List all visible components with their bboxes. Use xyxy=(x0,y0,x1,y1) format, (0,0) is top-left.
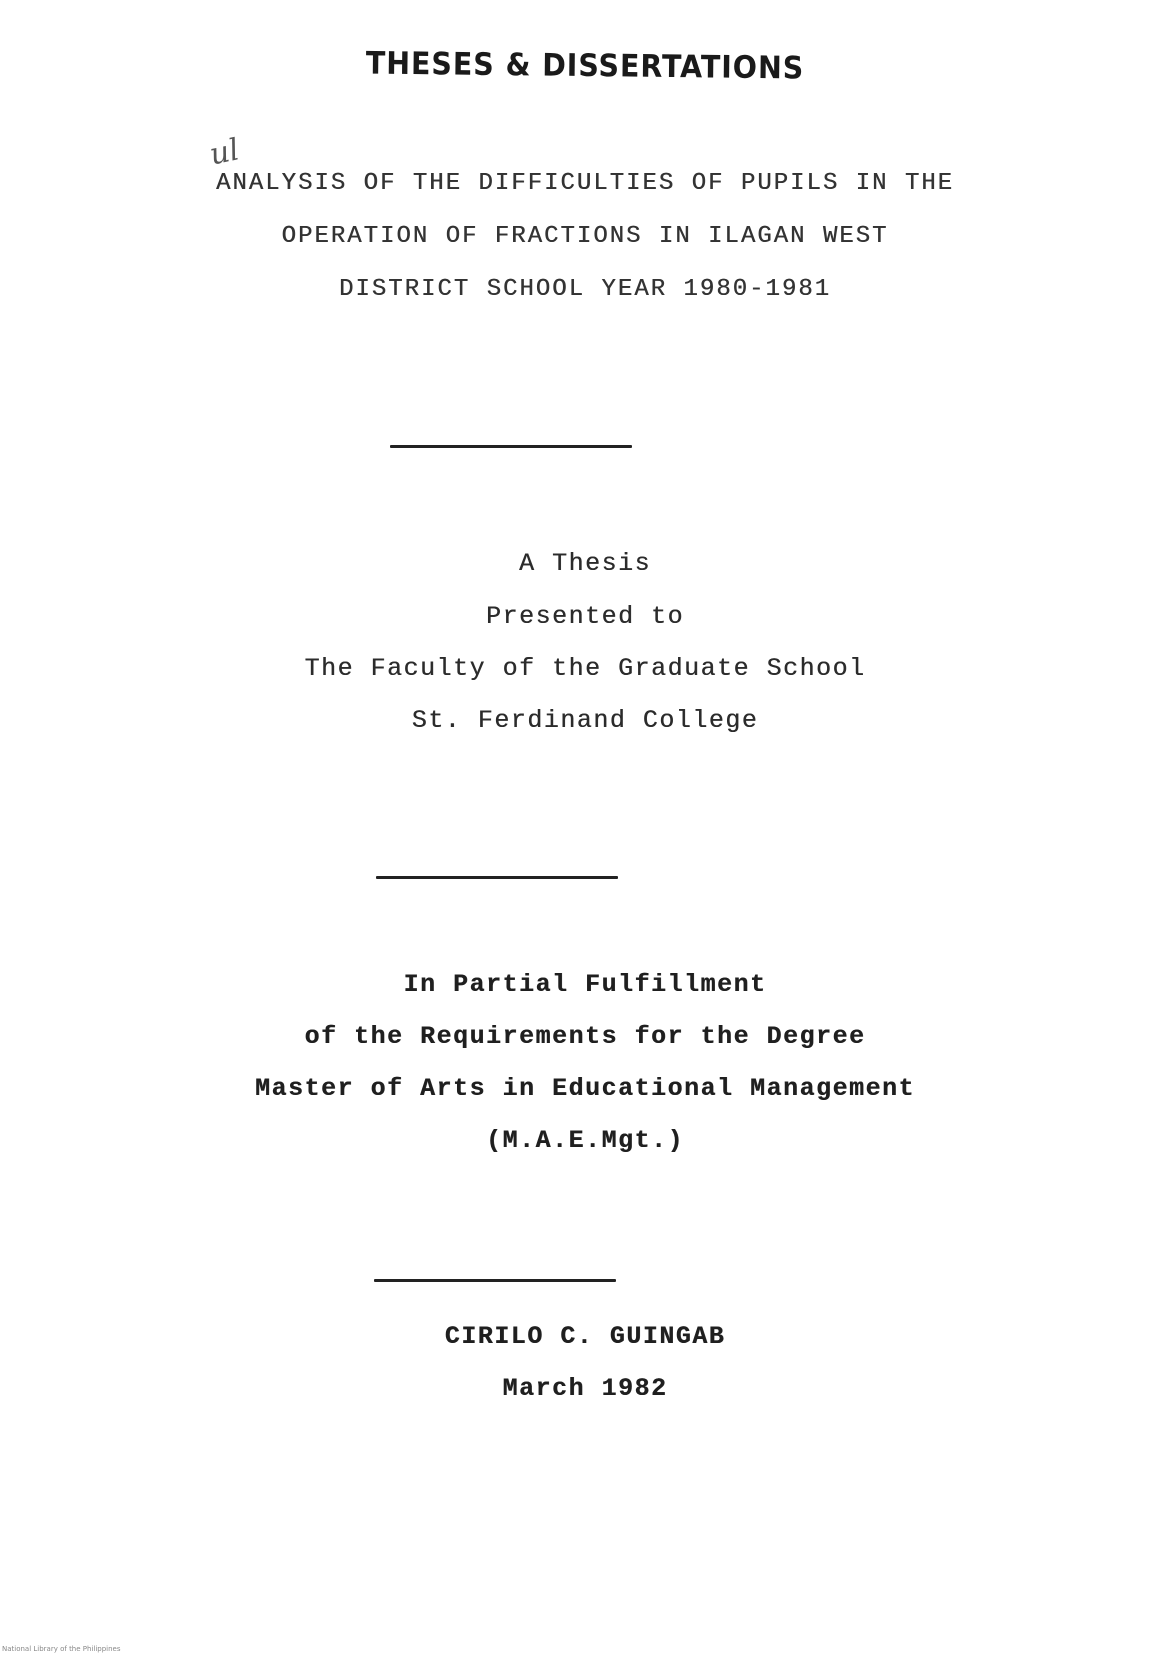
divider-rule-2 xyxy=(376,876,618,879)
title-line-1: ANALYSIS OF THE DIFFICULTIES OF PUPILS IN THE xyxy=(215,170,955,197)
presented-to: Presented to xyxy=(485,602,685,631)
submission-date: March 1982 xyxy=(502,1374,668,1403)
divider-rule-1 xyxy=(390,445,632,448)
handwritten-annotation: ul xyxy=(206,132,243,173)
thesis-label: A Thesis xyxy=(518,549,652,578)
footer-source: National Library of the Philippines xyxy=(2,1645,121,1653)
degree-name: Master of Arts in Educational Management xyxy=(254,1074,916,1103)
title-line-3: DISTRICT SCHOOL YEAR 1980-1981 xyxy=(338,276,832,303)
fulfillment-line-1: In Partial Fulfillment xyxy=(403,970,767,999)
college-name: St. Ferdinand College xyxy=(411,706,759,735)
title-line-2: OPERATION OF FRACTIONS IN ILAGAN WEST xyxy=(281,223,889,250)
collection-stamp: THESES & DISSERTATIONS xyxy=(365,45,805,87)
faculty-line: The Faculty of the Graduate School xyxy=(304,654,866,683)
degree-abbreviation: (M.A.E.Mgt.) xyxy=(485,1126,685,1155)
author-name: CIRILO C. GUINGAB xyxy=(444,1322,726,1351)
fulfillment-line-2: of the Requirements for the Degree xyxy=(304,1022,866,1051)
divider-rule-3 xyxy=(374,1279,616,1282)
